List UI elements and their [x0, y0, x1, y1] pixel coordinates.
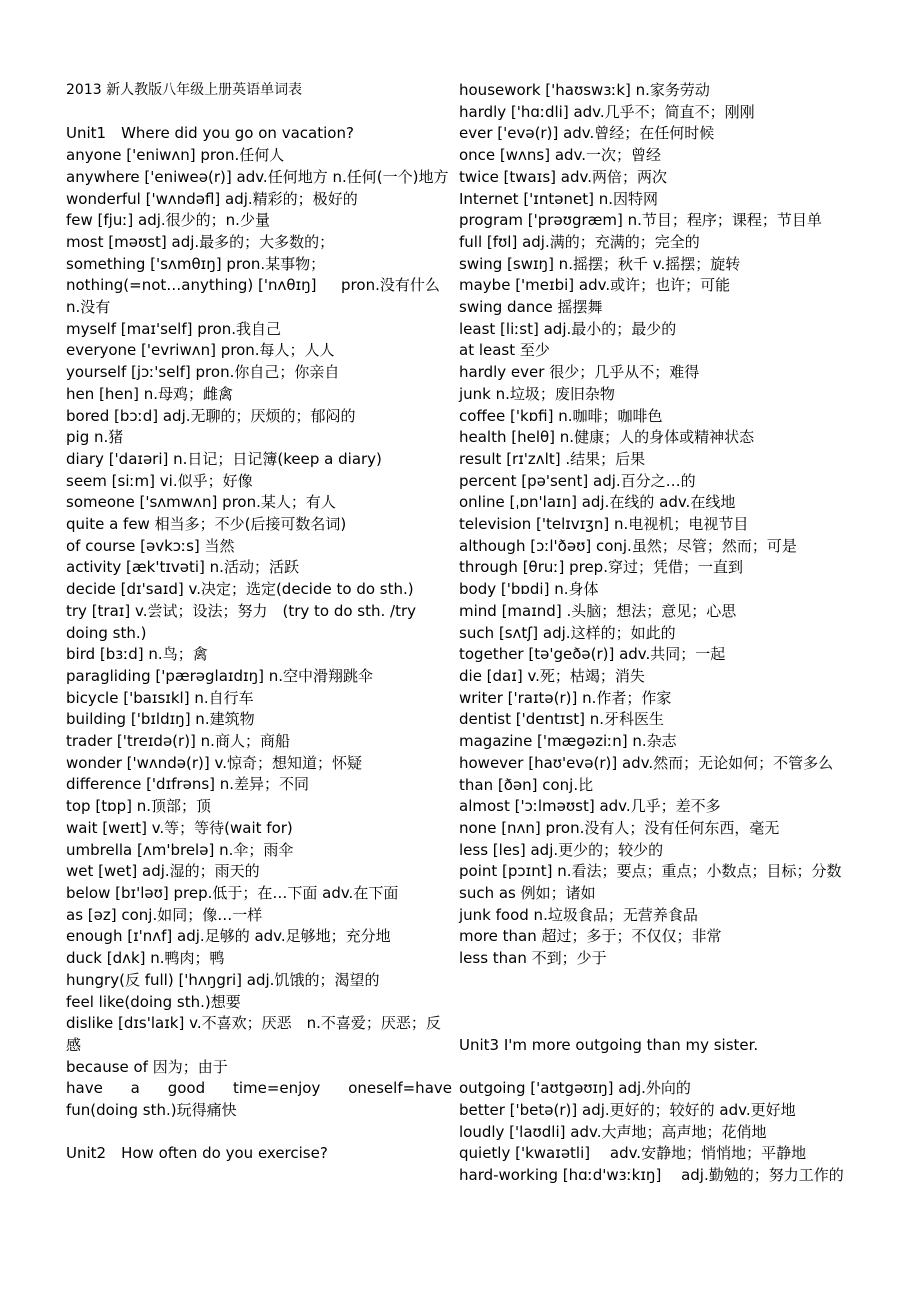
- vocab-entry: full [fʊl] adj.满的；充满的；完全的: [459, 232, 700, 251]
- vocab-entry: percent [pə'sent] adj.百分之…的: [459, 471, 696, 490]
- vocab-entry: as [əz] conj.如同；像…一样: [66, 905, 263, 924]
- vocab-entry: because of 因为；由于: [66, 1057, 228, 1076]
- blank-line: [66, 102, 452, 124]
- vocab-entry: hen [hen] n.母鸡；雌禽: [66, 384, 234, 403]
- vocab-entry: point [pɔɪnt] n.看法；要点；重点；小数点；目标；分数: [459, 862, 842, 881]
- vocab-entry: at least 至少: [459, 341, 550, 360]
- vocab-entry: trader ['treɪdə(r)] n.商人；商船: [66, 732, 290, 751]
- vocab-entry: umbrella [ʌm'brelə] n.伞；雨伞: [66, 840, 294, 859]
- vocab-entry: paragliding ['pærəglaɪdɪŋ] n.空中滑翔跳伞: [66, 666, 373, 685]
- vocab-entry: junk food n.垃圾食品；无营养食品: [459, 905, 698, 924]
- vocab-entry: wait [weɪt] v.等；等待(wait for): [66, 818, 293, 837]
- vocab-entry: once [wʌns] adv.一次；曾经: [459, 146, 662, 165]
- vocab-entry: try [traɪ] v.尝试；设法；努力 (try to do sth. /try doing sth.): [66, 601, 417, 642]
- vocab-entry: body ['bɒdi] n.身体: [459, 580, 599, 599]
- vocab-entry: than [ðən] conj.比: [459, 775, 594, 794]
- vocab-entry: most [məʊst] adj.最多的；大多数的；: [66, 232, 335, 251]
- vocab-entry: junk n.垃圾；废旧杂物: [459, 384, 615, 403]
- blank-line: [459, 992, 859, 1014]
- vocab-entry: something ['sʌmθɪŋ] pron.某事物；: [66, 254, 326, 273]
- vocab-entry: twice [twaɪs] adv.两倍；两次: [459, 167, 667, 186]
- vocab-entry: such [sʌtʃ] adj.这样的；如此的: [459, 623, 676, 642]
- vocab-entry: hungry(反 full) ['hʌŋgri] adj.饥饿的；渴望的: [66, 970, 380, 989]
- vocab-entry: duck [dʌk] n.鸭肉；鸭: [66, 949, 225, 968]
- vocab-entry: television ['telɪvɪʒn] n.电视机；电视节目: [459, 515, 749, 534]
- vocab-entry: wonderful ['wʌndəfl] adj.精彩的；极好的: [66, 189, 358, 208]
- vocab-entry: have a good time=enjoy oneself=have: [66, 1079, 452, 1098]
- left-column: [66, 80, 452, 1165]
- vocab-entry: diary ['daɪəri] n.日记；日记簿(keep a diary): [66, 449, 382, 468]
- unit-heading: Unit1 Where did you go on vacation?: [66, 124, 354, 143]
- vocab-entry: quietly ['kwaɪətli] adv.安静地；悄悄地；平静地: [459, 1144, 807, 1163]
- vocab-entry: better ['betə(r)] adj.更好的；较好的 adv.更好地: [459, 1100, 796, 1119]
- vocab-entry: bored [bɔːd] adj.无聊的；厌烦的；郁闷的: [66, 406, 356, 425]
- vocab-entry: together [tə'geðə(r)] adv.共同；一起: [459, 645, 726, 664]
- document-title: 2013 新人教版八年级上册英语单词表: [66, 82, 303, 98]
- vocab-entry: fun(doing sth.)玩得痛快: [66, 1101, 237, 1120]
- vocab-entry: more than 超过；多于；不仅仅；非常: [459, 927, 722, 946]
- vocab-entry: swing [swɪŋ] n.摇摆；秋千 v.摇摆；旋转: [459, 254, 741, 273]
- vocab-entry: die [daɪ] v.死；枯竭；消失: [459, 666, 645, 685]
- vocab-entry: health [helθ] n.健康；人的身体或精神状态: [459, 428, 755, 447]
- vocab-entry: none [nʌn] pron.没有人；没有任何东西，毫无: [459, 818, 780, 837]
- vocab-entry: swing dance 摇摆舞: [459, 298, 603, 317]
- blank-line: [459, 1057, 859, 1079]
- blank-line: [66, 1122, 452, 1144]
- vocab-entry: quite a few 相当多；不少(后接可数名词): [66, 515, 347, 534]
- vocab-entry: hardly ['hɑːdli] adv.几乎不；简直不；刚刚: [459, 102, 755, 121]
- vocab-entry: of course [əvkɔːs] 当然: [66, 536, 235, 555]
- vocab-entry: few [fjuː] adj.很少的；n.少量: [66, 211, 270, 230]
- vocab-entry: less [les] adj.更少的；较少的: [459, 840, 664, 859]
- blank-line: [459, 1013, 859, 1035]
- vocab-entry: program ['prəʊgræm] n.节目；程序；课程；节目单: [459, 211, 822, 230]
- blank-line: [459, 970, 859, 992]
- vocab-entry: anyone ['eniwʌn] pron.任何人: [66, 146, 285, 165]
- vocab-entry: online [ˌɒn'laɪn] adj.在线的 adv.在线地: [459, 493, 736, 512]
- vocab-entry: outgoing ['aʊtgəʊɪŋ] adj.外向的: [459, 1079, 691, 1098]
- vocab-entry: Internet ['ɪntənet] n.因特网: [459, 189, 659, 208]
- vocab-entry: enough [ɪ'nʌf] adj.足够的 adv.足够地；充分地: [66, 927, 391, 946]
- vocab-entry: housework ['haʊswɜːk] n.家务劳动: [459, 81, 710, 99]
- vocab-entry: ever ['evə(r)] adv.曾经；在任何时候: [459, 124, 715, 143]
- vocab-entry: building ['bɪldɪŋ] n.建筑物: [66, 710, 255, 729]
- vocab-entry: wet [wet] adj.湿的；雨天的: [66, 862, 260, 881]
- vocab-entry: however [haʊ'evə(r)] adv.然而；无论如何；不管多么: [459, 753, 834, 772]
- vocab-entry: dislike [dɪs'laɪk] v.不喜欢；厌恶 n.不喜爱；厌恶；反感: [66, 1014, 441, 1054]
- vocab-entry: yourself [jɔː'self] pron.你自己；你亲自: [66, 363, 340, 382]
- vocab-entry: through [θruː] prep.穿过；凭借；一直到: [459, 558, 743, 577]
- vocab-entry: below [bɪ'ləʊ] prep.低于；在…下面 adv.在下面: [66, 884, 399, 902]
- vocab-entry: feel like(doing sth.)想要: [66, 992, 241, 1011]
- vocab-entry: nothing(=not…anything) ['nʌθɪŋ] pron.没有什么 n.没有: [66, 276, 440, 317]
- vocab-entry: bicycle ['baɪsɪkl] n.自行车: [66, 688, 254, 707]
- vocab-entry: least [liːst] adj.最小的；最少的: [459, 319, 677, 338]
- vocab-entry: decide [dɪ'saɪd] v.决定；选定(decide to do sth.): [66, 580, 414, 599]
- vocab-entry: coffee ['kɒfi] n.咖啡；咖啡色: [459, 406, 663, 425]
- vocab-entry: writer ['raɪtə(r)] n.作者；作家: [459, 688, 672, 707]
- vocab-entry: less than 不到；少于: [459, 949, 607, 968]
- vocab-entry: difference ['dɪfrəns] n.差异；不同: [66, 775, 310, 794]
- vocab-entry: hardly ever 很少；几乎从不；难得: [459, 363, 700, 382]
- vocab-entry: dentist ['dentɪst] n.牙科医生: [459, 710, 665, 729]
- vocab-entry: someone ['sʌmwʌn] pron.某人；有人: [66, 493, 336, 512]
- vocab-entry: activity [æk'tɪvəti] n.活动；活跃: [66, 558, 299, 577]
- vocab-entry: hard-working [hɑːd'wɜːkɪŋ] adj.勤勉的；努力工作的: [459, 1166, 844, 1185]
- vocab-entry: pig n.猪: [66, 428, 124, 447]
- vocab-entry: anywhere ['eniweə(r)] adv.任何地方 n.任何(一个)地方: [66, 167, 449, 186]
- vocab-entry: magazine ['mægəziːn] n.杂志: [459, 732, 677, 751]
- vocab-entry: bird [bɜːd] n.鸟；禽: [66, 645, 208, 664]
- vocab-entry: result [rɪ'zʌlt] .结果；后果: [459, 449, 646, 468]
- right-column: [459, 80, 859, 1187]
- vocab-entry: top [tɒp] n.顶部；顶: [66, 797, 212, 816]
- unit-heading: Unit3 I'm more outgoing than my sister.: [459, 1035, 759, 1054]
- vocab-entry: myself [maɪ'self] pron.我自己: [66, 319, 282, 338]
- vocab-entry: loudly ['laʊdli] adv.大声地；高声地；花俏地: [459, 1122, 767, 1141]
- vocab-entry: everyone ['evriwʌn] pron.每人；人人: [66, 341, 335, 360]
- vocab-entry: mind [maɪnd] .头脑；想法；意见；心思: [459, 601, 737, 620]
- vocab-entry: wonder ['wʌndə(r)] v.惊奇；想知道；怀疑: [66, 753, 362, 772]
- unit-heading: Unit2 How often do you exercise?: [66, 1144, 328, 1163]
- vocab-entry: seem [siːm] vi.似乎；好像: [66, 471, 253, 490]
- vocab-entry: such as 例如；诸如: [459, 884, 596, 903]
- vocab-entry: maybe ['meɪbi] adv.或许；也许；可能: [459, 276, 731, 295]
- vocab-entry: almost ['ɔːlməʊst] adv.几乎；差不多: [459, 797, 721, 816]
- vocab-entry: although [ɔːl'ðəʊ] conj.虽然；尽管；然而；可是: [459, 536, 797, 555]
